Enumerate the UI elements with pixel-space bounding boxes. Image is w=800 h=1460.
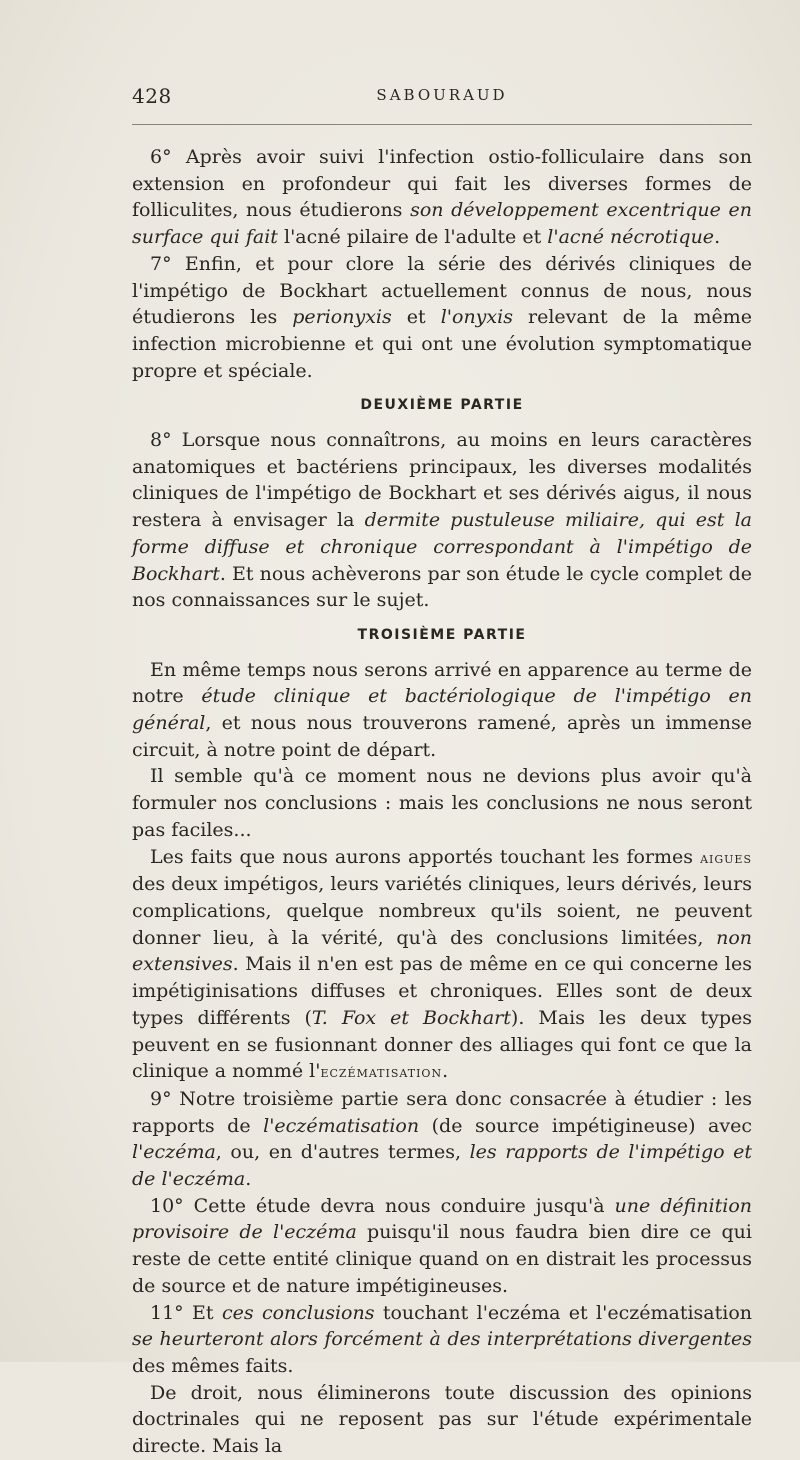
page-body xyxy=(132,144,752,1460)
paragraph-il-semble: Il semble qu'à ce moment nous ne devions plus avoir qu'à formuler nos conclusions : mais les conclusions ne nous seront pas faciles... xyxy=(132,765,752,841)
paragraph-de-droit: De droit, nous éliminerons toute discussion des opinions doctrinales qui ne reposent pas sur l'étude expérimentale directe. Mais la xyxy=(132,1381,752,1458)
page-header xyxy=(132,84,752,112)
paragraph-10: 10° Cette étude devra nous conduire jusqu'à une définition provisoire de l'eczéma puisqu'il nous faudra bien dire ce qui reste de cette entité clinique quand on en distrait les processus de source et de nature impétigineuses. xyxy=(132,1194,752,1297)
section-heading-troisieme: TROISIÈME PARTIE xyxy=(357,626,527,643)
header-rule xyxy=(132,124,752,125)
paragraph-en-meme-temps: En même temps nous serons arrivé en apparence au terme de notre étude clinique et bactériologique de l'impétigo en général, et nous nous trouverons ramené, après un immense circuit, à notre point de départ. xyxy=(132,658,752,761)
paragraph-11: 11° Et ces conclusions touchant l'eczéma et l'eczématisation se heurteront alors forcément à des interprétations divergentes des mêmes faits. xyxy=(132,1301,753,1377)
running-title: SABOURAUD xyxy=(376,86,508,104)
paragraph-9: 9° Notre troisième partie sera donc consacrée à étudier : les rapports de l'eczématisation (de source impétigineuse) avec l'eczéma, ou, en d'autres termes, les rapports de l'impétigo et de l'eczéma. xyxy=(132,1087,753,1191)
paragraph-6: 6° Après avoir suivi l'infection ostio-folliculaire dans son extension en profondeur qui fait les diverses formes de folliculites, nous étudierons son développement excentrique en surface qui fait l'acné pilaire de l'adulte et l'acné nécrotique. xyxy=(132,146,752,249)
page-number: 428 xyxy=(132,84,172,108)
paragraph-les-faits: Les faits que nous aurons apportés touchant les formes aigues des deux impétigos, leurs variétés cliniques, leurs dérivés, leurs complications, quelque nombreux qu'ils soient, ne peuvent donner lieu, à la vérité, qu'à des conclusions limitées, non extensives. Mais il n'en est pas de même en ce qui concerne les impétiginisations diffuses et chroniques. Elles sont de deux types différents (T. Fox et Bockhart). Mais les deux types peuvent en se fusionnant donner des alliages qui font ce que la clinique a nommé l'eczématisation. xyxy=(132,845,752,1083)
paragraph-7: 7° Enfin, et pour clore la série des dérivés cliniques de l'impétigo de Bockhart actuellement connus de nous, nous étudierons les perionyxis et l'onyxis relevant de la même infection microbienne et qui ont une évolution symptomatique propre et spéciale. xyxy=(132,252,752,382)
paragraph-8: 8° Lorsque nous connaîtrons, au moins en leurs caractères anatomiques et bactériens principaux, les diverses modalités cliniques de l'impétigo de Bockhart et ses dérivés aigus, il nous restera à envisager la dermite pustuleuse miliaire, qui est la forme diffuse et chronique correspondant à l'impétigo de Bockhart. Et nous achèverons par son étude le cycle complet de nos connaissances sur le sujet. xyxy=(132,429,752,612)
section-heading-deuxieme: DEUXIÈME PARTIE xyxy=(360,397,524,414)
